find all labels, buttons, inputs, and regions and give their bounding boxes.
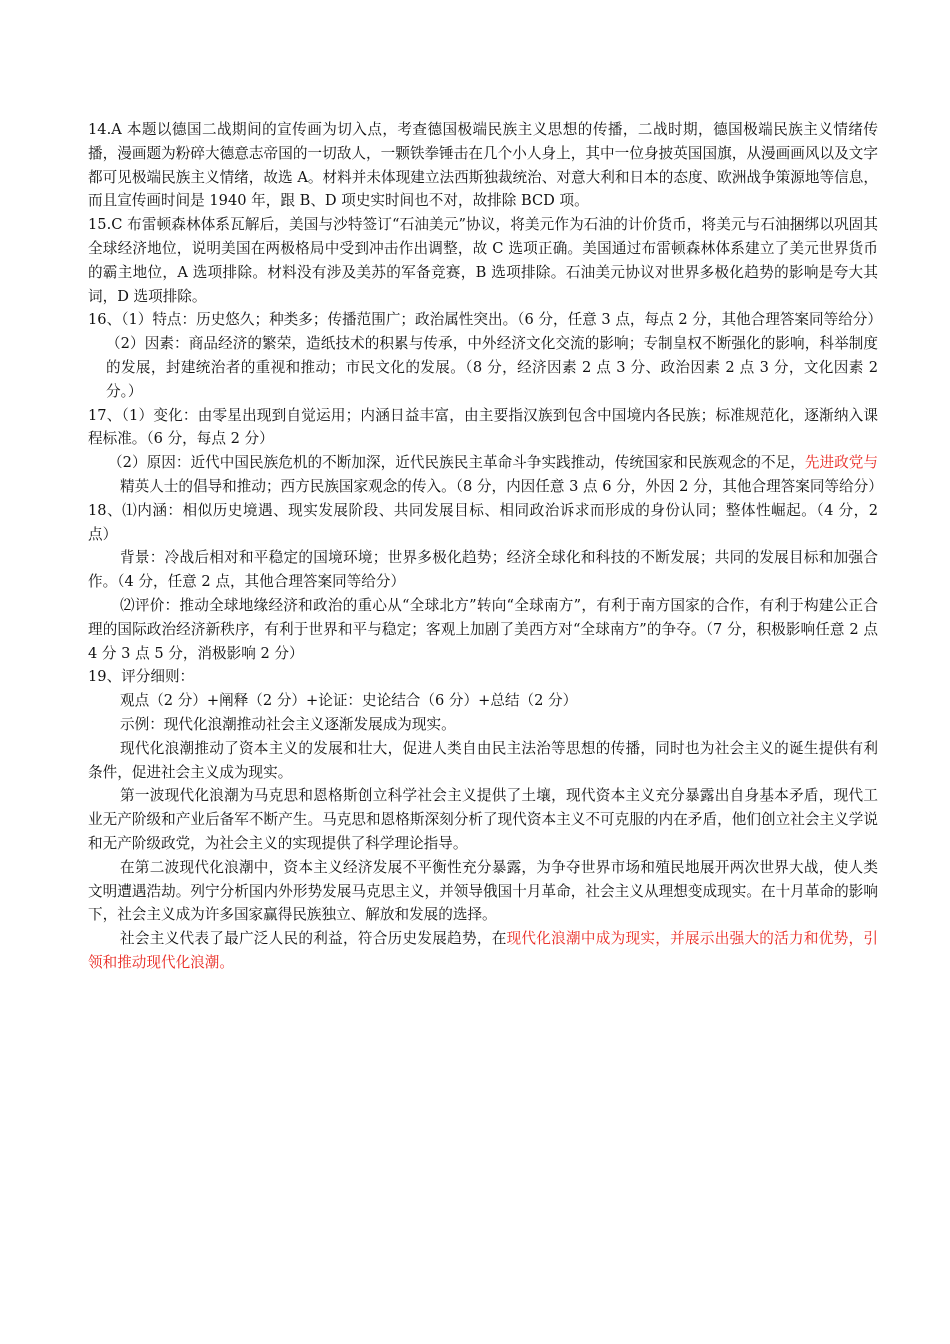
answer-q16-part2: （2）因素：商品经济的繁荣，造纸技术的积累与传承，中外经济文化交流的影响；专制皇权不断强化的影响，科举制度的发展，封建统治者的重视和推动；市民文化的发展。（8 分，经济因素 2 点 3 分、政治因素 2 点 3 分，文化因素 2 分。） — [106, 335, 878, 400]
answer-q19-para4 — [88, 927, 878, 975]
answer-q15: 15.C 布雷顿森林体系瓦解后，美国与沙特签订“石油美元”协议，将美元作为石油的计价货币，将美元与石油捆绑以巩固其全球经济地位，说明美国在两极格局中受到冲击作出调整，故 C 选项正确。美国通过布雷顿森林体系建立了美元世界货币的霸主地位，A 选项排除。材料没有涉及美苏的军备竞赛，B 选项排除。石油美元协议对世界多极化趋势的影响是夸大其词，D 选项排除。 — [88, 216, 878, 305]
answer-q17-part2 — [88, 451, 883, 499]
answer-q16-part1: 16、（1）特点：历史悠久；种类多；传播范围广；政治属性突出。（6 分，任意 3 点，每点 2 分，其他合理答案同等给分） — [88, 311, 882, 329]
answer-q14: 14.A 本题以德国二战期间的宣传画为切入点，考查德国极端民族主义思想的传播，二战时期，德国极端民族主义情绪传播，漫画题为粉碎大德意志帝国的一切敌人，一颗铁拳锤击在几个小人身上，其中一位身披英国国旗，从漫画画风以及文字都可见极端民族主义情绪，故选 A。材料并未体现建立法西斯独裁统治、对意大利和日本的态度、欧洲战争策源地等信息，而且宣传画时间是 1940 年，跟 B、D 项史实时间也不对，故排除 BCD 项。 — [88, 121, 878, 210]
answer-q19-para2: 第一波现代化浪潮为马克思和恩格斯创立科学社会主义提供了土壤，现代资本主义充分暴露出自身基本矛盾，现代工业无产阶级和产业后备军不断产生。马克思和恩格斯深刻分析了现代资本主义不可克服的内在矛盾，他们创立社会主义学说和无产阶级政党，为社会主义的实现提供了科学理论指导。 — [88, 787, 878, 852]
answer-q19-para3: 在第二波现代化浪潮中，资本主义经济发展不平衡性充分暴露，为争夺世界市场和殖民地展开两次世界大战，使人类文明遭遇浩劫。列宁分析国内外形势发展马克思主义，并领导俄国十月革命，社会主义从理想变成现实。在十月革命的影响下，社会主义成为许多国家赢得民族独立、解放和发展的选择。 — [88, 858, 878, 924]
answer-q19-example: 示例：现代化浪潮推动社会主义逐渐发展成为现实。 — [120, 715, 456, 733]
answer-q18-part1: 18、⑴内涵：相似历史境遇、现实发展阶段、共同发展目标、相同政治诉求而形成的身份认同；整体性崛起。（4 分，2 点） — [88, 501, 878, 543]
answer-q19-para4-text: 社会主义代表了最广泛人民的利益，符合历史发展趋势，在 — [120, 930, 507, 948]
answer-q19-para4-highlight: 现代化浪潮中成为现实，并展示出强大的活力和优势，引领和推动现代化浪潮。 — [88, 930, 878, 971]
answer-q17-part2-text-a: （2）原因：近代中国民族危机的不断加深，近代民族民主革命斗争实践推动，传统国家和民族观念的不足， — [108, 454, 805, 472]
answer-page — [88, 118, 883, 975]
answer-q19-para1: 现代化浪潮推动了资本主义的发展和壮大，促进人类自由民主法治等思想的传播，同时也为社会主义的诞生提供有利条件，促进社会主义成为现实。 — [88, 739, 878, 781]
answer-q17-part2-highlight: 先进政党与 — [804, 454, 878, 472]
answer-q17-part2-text-b: 精英人士的倡导和推动；西方民族国家观念的传入。（8 分，内因任意 3 点 6 分，外因 2 分，其他合理答案同等给分） — [120, 477, 883, 495]
answer-q17-part1: 17、（1）变化：由零星出现到自觉运用；内涵日益丰富，由主要指汉族到包含中国境内各民族；标准规范化，逐渐纳入课程标准。（6 分，每点 2 分） — [88, 406, 878, 448]
answer-q19-heading: 19、评分细则： — [88, 668, 195, 686]
answer-q19-scoring: 观点（2 分）+阐释（2 分）+论证：史论结合（6 分）+总结（2 分） — [120, 692, 578, 710]
answer-q18-part2: ⑵评价：推动全球地缘经济和政治的重心从“全球北方”转向“全球南方”，有利于南方国家的合作，有利于构建公正合理的国际政治经济新秩序，有利于世界和平与稳定；客观上加剧了美西方对“全球南方”的争夺。（7 分，积极影响任意 2 点 4 分 3 点 5 分，消极影响 2 分） — [88, 596, 878, 662]
answer-q18-background: 背景：冷战后相对和平稳定的国境环境；世界多极化趋势；经济全球化和科技的不断发展；共同的发展目标和加强合作。（4 分，任意 2 点，其他合理答案同等给分） — [88, 549, 878, 591]
